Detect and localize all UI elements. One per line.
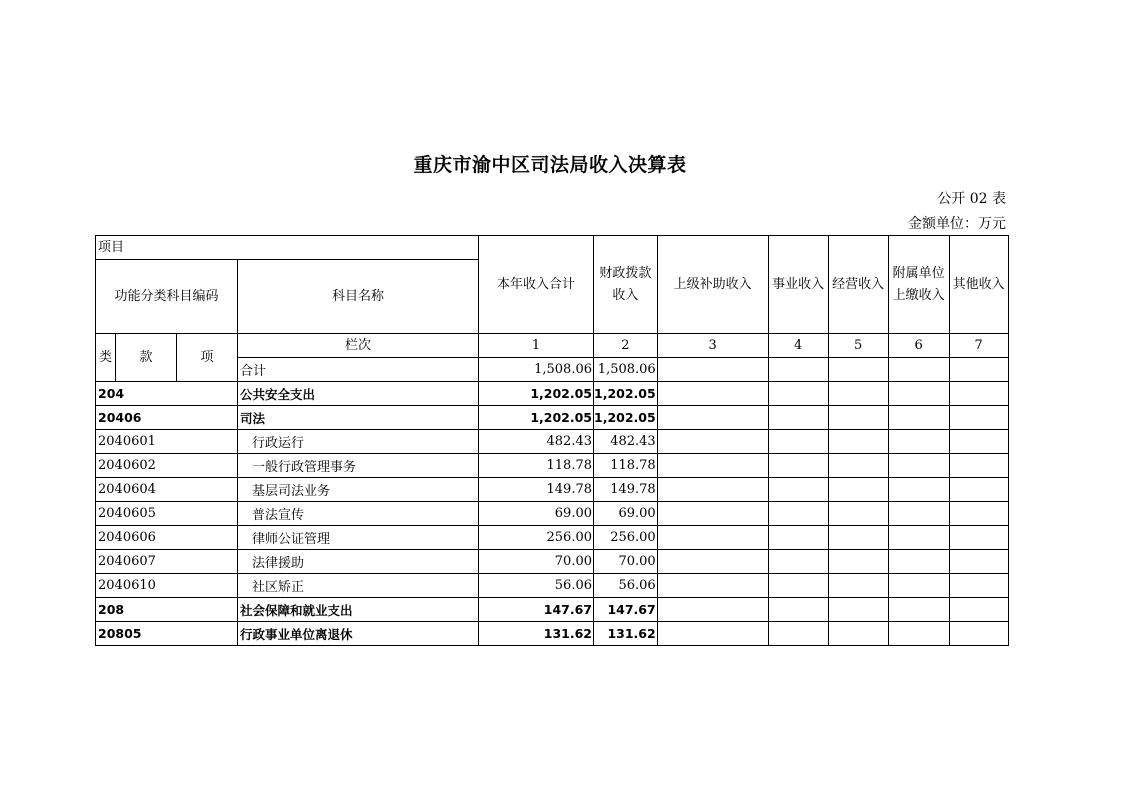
fiscal-income-cell: 1,508.06: [594, 358, 658, 382]
subject-code-cell: 2040601: [96, 430, 238, 454]
fiscal-income-cell: 482.43: [594, 430, 658, 454]
empty-cell: [828, 622, 888, 646]
fiscal-income-cell: 118.78: [594, 454, 658, 478]
table-row: [96, 454, 1009, 478]
empty-cell: [949, 574, 1008, 598]
header-row-index: [96, 334, 1009, 358]
subject-name-cell: 公共安全支出: [238, 382, 479, 406]
empty-cell: [828, 478, 888, 502]
empty-cell: [828, 526, 888, 550]
total-income-cell: 1,202.05: [479, 406, 594, 430]
empty-cell: [657, 478, 768, 502]
empty-cell: [949, 358, 1008, 382]
empty-cell: [888, 478, 949, 502]
subject-code-cell: 204: [96, 382, 238, 406]
column-header-business: 事业收入: [768, 236, 828, 334]
total-income-cell: 118.78: [479, 454, 594, 478]
empty-cell: [888, 382, 949, 406]
code-group-header: 功能分类科目编码: [96, 260, 238, 334]
empty-cell: [828, 358, 888, 382]
empty-cell: [949, 526, 1008, 550]
empty-cell: [657, 358, 768, 382]
empty-cell: [657, 622, 768, 646]
fiscal-income-cell: 149.78: [594, 478, 658, 502]
empty-cell: [657, 430, 768, 454]
total-income-cell: 482.43: [479, 430, 594, 454]
class-header: 类: [96, 334, 116, 382]
total-income-cell: 70.00: [479, 550, 594, 574]
empty-cell: [768, 598, 828, 622]
subject-code-cell: 20805: [96, 622, 238, 646]
total-income-cell: 147.67: [479, 598, 594, 622]
empty-cell: [888, 526, 949, 550]
empty-cell: [949, 550, 1008, 574]
subject-name-cell: 一般行政管理事务: [238, 454, 479, 478]
empty-cell: [828, 574, 888, 598]
total-income-cell: 149.78: [479, 478, 594, 502]
empty-cell: [828, 598, 888, 622]
empty-cell: [888, 598, 949, 622]
empty-cell: [888, 358, 949, 382]
empty-cell: [828, 502, 888, 526]
column-number: 4: [768, 334, 828, 358]
total-income-cell: 69.00: [479, 502, 594, 526]
subject-name-cell: 法律援助: [238, 550, 479, 574]
empty-cell: [657, 406, 768, 430]
empty-cell: [828, 550, 888, 574]
column-number: 6: [888, 334, 949, 358]
empty-cell: [888, 406, 949, 430]
empty-cell: [657, 598, 768, 622]
subject-code-cell: 2040607: [96, 550, 238, 574]
subject-code-cell: 2040604: [96, 478, 238, 502]
item-header: 项目: [96, 236, 479, 260]
column-number: 1: [479, 334, 594, 358]
empty-cell: [949, 478, 1008, 502]
column-number: 7: [949, 334, 1008, 358]
table-row: [96, 382, 1009, 406]
subject-name-cell: 社区矫正: [238, 574, 479, 598]
fiscal-income-cell: 147.67: [594, 598, 658, 622]
column-header-total: 本年收入合计: [479, 236, 594, 334]
empty-cell: [768, 478, 828, 502]
fiscal-income-cell: 56.06: [594, 574, 658, 598]
empty-cell: [888, 502, 949, 526]
column-header-operating: 经营收入: [828, 236, 888, 334]
empty-cell: [768, 550, 828, 574]
table-number: 公开 02 表: [937, 191, 1006, 207]
total-income-cell: 56.06: [479, 574, 594, 598]
table-row: [96, 550, 1009, 574]
row-index-label: 栏次: [238, 334, 479, 358]
column-header-superior: 上级补助收入: [657, 236, 768, 334]
empty-cell: [949, 406, 1008, 430]
total-income-cell: 131.62: [479, 622, 594, 646]
total-income-cell: 1,202.05: [479, 382, 594, 406]
fiscal-income-cell: 70.00: [594, 550, 658, 574]
empty-cell: [657, 550, 768, 574]
total-income-cell: 1,508.06: [479, 358, 594, 382]
table-row: [96, 430, 1009, 454]
table-row: [96, 598, 1009, 622]
column-header-other: 其他收入: [949, 236, 1008, 334]
subject-code-cell: 2040606: [96, 526, 238, 550]
empty-cell: [828, 454, 888, 478]
subject-code-cell: 2040610: [96, 574, 238, 598]
empty-cell: [949, 430, 1008, 454]
subject-name-cell: 司法: [238, 406, 479, 430]
empty-cell: [888, 622, 949, 646]
subject-code-cell: 20406: [96, 406, 238, 430]
empty-cell: [949, 622, 1008, 646]
subject-name-cell: 行政事业单位离退休: [238, 622, 479, 646]
subject-code-cell: 2040602: [96, 454, 238, 478]
empty-cell: [657, 574, 768, 598]
fiscal-income-cell: 69.00: [594, 502, 658, 526]
subject-name-cell: 行政运行: [238, 430, 479, 454]
empty-cell: [828, 430, 888, 454]
xiang-header: 项: [177, 334, 238, 382]
empty-cell: [657, 526, 768, 550]
subject-code-cell: 2040605: [96, 502, 238, 526]
empty-cell: [768, 454, 828, 478]
fiscal-income-cell: 1,202.05: [594, 382, 658, 406]
empty-cell: [888, 550, 949, 574]
empty-cell: [888, 574, 949, 598]
table-row: [96, 502, 1009, 526]
subject-code-cell: 208: [96, 598, 238, 622]
subject-name-cell: 合计: [238, 358, 479, 382]
table-row: [96, 478, 1009, 502]
empty-cell: [768, 430, 828, 454]
subject-name-cell: 律师公证管理: [238, 526, 479, 550]
subject-name-header: 科目名称: [238, 260, 479, 334]
table-row: [96, 406, 1009, 430]
empty-cell: [768, 622, 828, 646]
income-report-table: [95, 235, 1009, 646]
subject-name-cell: 社会保障和就业支出: [238, 598, 479, 622]
fiscal-income-cell: 131.62: [594, 622, 658, 646]
empty-cell: [828, 406, 888, 430]
empty-cell: [949, 454, 1008, 478]
empty-cell: [949, 382, 1008, 406]
empty-cell: [657, 382, 768, 406]
fiscal-income-cell: 1,202.05: [594, 406, 658, 430]
empty-cell: [768, 574, 828, 598]
total-income-cell: 256.00: [479, 526, 594, 550]
header-row-item: [96, 236, 1009, 260]
fiscal-income-cell: 256.00: [594, 526, 658, 550]
subject-name-cell: 基层司法业务: [238, 478, 479, 502]
page-title: 重庆市渝中区司法局收入决算表: [413, 154, 687, 176]
empty-cell: [657, 454, 768, 478]
empty-cell: [949, 598, 1008, 622]
empty-cell: [768, 382, 828, 406]
empty-cell: [768, 526, 828, 550]
amount-unit: 金额单位：万元: [908, 216, 1006, 232]
column-number: 3: [657, 334, 768, 358]
empty-cell: [768, 502, 828, 526]
subject-name-cell: 普法宣传: [238, 502, 479, 526]
table-row: [96, 526, 1009, 550]
empty-cell: [768, 358, 828, 382]
empty-cell: [657, 502, 768, 526]
table-row: [96, 574, 1009, 598]
table-row: [96, 622, 1009, 646]
column-header-affiliated: 附属单位 上缴收入: [888, 236, 949, 334]
empty-cell: [888, 454, 949, 478]
empty-cell: [949, 502, 1008, 526]
empty-cell: [768, 406, 828, 430]
column-number: 2: [594, 334, 658, 358]
empty-cell: [888, 430, 949, 454]
column-header-fiscal: 财政拨款 收入: [594, 236, 658, 334]
empty-cell: [828, 382, 888, 406]
kuan-header: 款: [116, 334, 177, 382]
column-number: 5: [828, 334, 888, 358]
